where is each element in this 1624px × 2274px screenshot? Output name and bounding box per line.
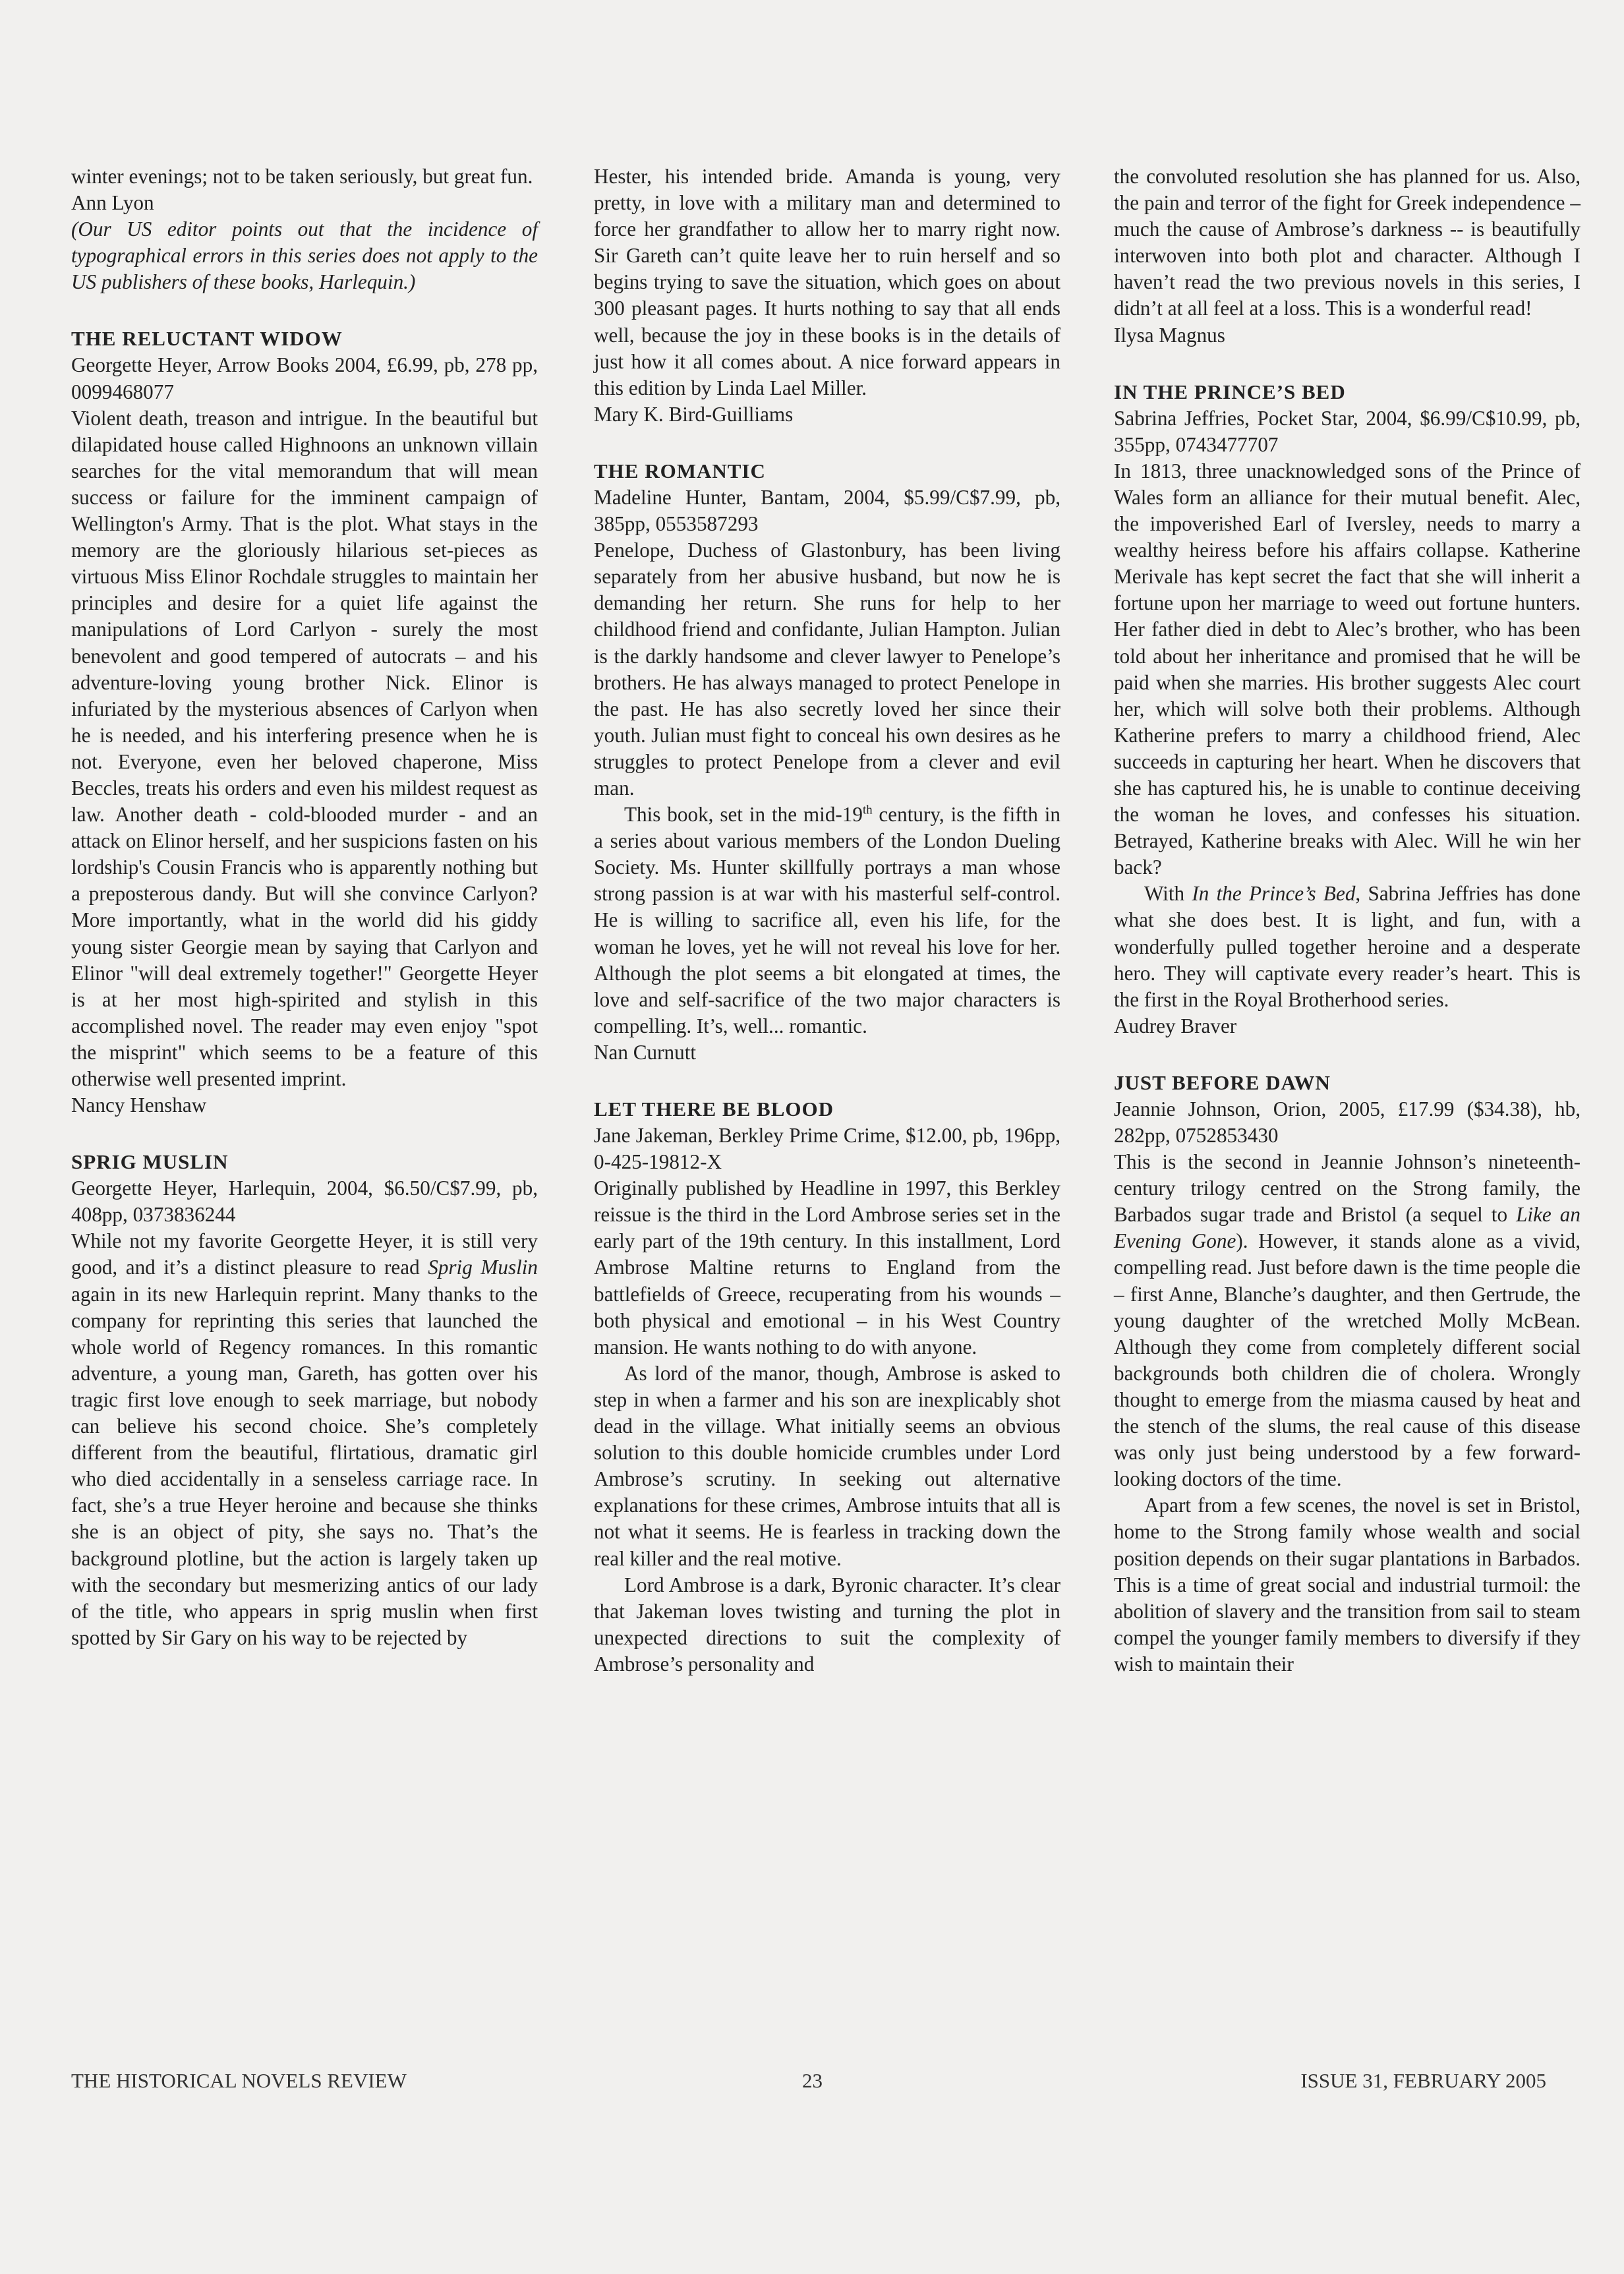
review-text: This book, set in the mid-19th century, is the fifth in a series about various members of the London Dueling Society. Ms. Hunter skillfully portrays a man whose strong passion is at war with his masterful self-control. He is willing to sacrifice all, even his life, for the woman he loves, yet he will not reveal his love for her. Although the plot seems a bit elongated at times, the love and self-sacrifice of the two major characters is compelling. It’s, well... romantic. [594, 803, 1060, 1037]
reviewer-name: Ilysa Magnus [1114, 323, 1225, 347]
editor-note: (Our US editor points out that the incidence of typographical errors in this series does not apply to the US publishers of these books, Harlequin.) [71, 218, 538, 294]
column-3 [1114, 163, 1580, 1677]
review-title: IN THE PRINCE’S BED [1114, 380, 1346, 403]
reviewer-name: Nan Curnutt [594, 1040, 697, 1064]
book-details: Georgette Heyer, Arrow Books 2004, £6.99, pb, 278 pp, 0099468077 [71, 353, 538, 403]
review-title: LET THERE BE BLOOD [594, 1097, 834, 1121]
issue-info: ISSUE 31, FEBRUARY 2005 [1300, 2069, 1546, 2092]
review-text: Violent death, treason and intrigue. In the beautiful but dilapidated house called Highnoons an unknown villain searches for the vital memorandum that will mean success or failure for the imminent campaign of Wellington's Army. That is the plot. What stays in the memory are the gloriously hilarious set-pieces as virtuous Miss Elinor Rochdale struggles to maintain her principles and desire for a quiet life against the manipulations of Lord Carlyon - surely the most benevolent and good tempered of autocrats – and his adventure-loving young brother Nick. Elinor is infuriated by the mysterious absences of Carlyon when he is needed, and his interfering presence when he is not. Everyone, even her beloved chaperone, Miss Beccles, treats his orders and even his mildest request as law. Another death - cold-blooded murder - and an attack on Elinor herself, and her suspicions fasten on his lordship's Cousin Francis who is apparently nothing but a preposterous dandy. But will she convince Carlyon? More importantly, what in the world did his giddy young sister Georgie mean by saying that Carlyon and Elinor "will deal extremely together!" Georgette Heyer is at her most high-spirited and stylish in this accomplished novel. The reader may even enjoy "spot the misprint" which seems to be a feature of this otherwise well presented imprint. [71, 406, 538, 1090]
publication-name: THE HISTORICAL NOVELS REVIEW [71, 2069, 407, 2092]
reviewer-name: Mary K. Bird-Guilliams [594, 402, 794, 426]
review-text: the convoluted resolution she has planned for us. Also, the pain and terror of the fight for Greek independence – much the cause of Ambrose’s darkness -- is beautifully interwoven into both plot and character. Although I haven’t read the two previous novels in this series, I didn’t at all feel at a loss. This is a wonderful read! [1114, 165, 1580, 320]
review-text: Apart from a few scenes, the novel is set in Bristol, home to the Strong family whose wealth and social position depends on their sugar plantations in Barbados. This is a time of great social and industrial turmoil: the abolition of slavery and the transition from sail to steam compel the younger family members to diversify if they wish to maintain their [1114, 1494, 1580, 1676]
review-text: Hester, his intended bride. Amanda is young, very pretty, in love with a military man and determined to force her grandfather to allow her to marry right now. Sir Gareth can’t quite leave her to ruin herself and so begins trying to save the situation, which goes on about 300 pleasant pages. It hurts nothing to say that all ends well, because the joy in these books is in the details of just how it all comes about. A nice forward appears in this edition by Linda Lael Miller. [594, 165, 1060, 399]
review-text: While not my favorite Georgette Heyer, it is still very good, and it’s a distinct pleasure to read Sprig Muslin again in its new Harlequin reprint. Many thanks to the company for reprinting this series that launched the whole world of Regency romances. In this romantic adventure, a young man, Gareth, has gotten over his tragic first love enough to seek marriage, but nobody can believe his second choice. She’s completely different from the beautiful, flirtatious, dramatic girl who died accidentally in a senseless carriage race. In fact, she’s a true Heyer heroine and because she thinks she is an object of pity, she says no. That’s the background plotline, but the action is largely taken up with the secondary but mesmerizing antics of our lady of the title, who appears in sprig muslin when first spotted by Sir Gary on his way to be rejected by [71, 1229, 538, 1649]
review-text: Originally published by Headline in 1997, this Berkley reissue is the third in the Lord Ambrose series set in the early part of the 19th century. In this installment, Lord Ambrose Maltine returns to England from the battlefields of Greece, recuperating from his wounds – both physical and emotional – in his West Country mansion. He wants nothing to do with anyone. [594, 1177, 1060, 1358]
review-title: JUST BEFORE DAWN [1114, 1070, 1331, 1094]
book-details: Madeline Hunter, Bantam, 2004, $5.99/C$7.99, pb, 385pp, 0553587293 [594, 485, 1060, 536]
review-text: With In the Prince’s Bed, Sabrina Jeffries has done what she does best. It is light, and fun, with a wonderfully pulled together heroine and a desperate hero. They will captivate every reader’s heart. This is the first in the Royal Brotherhood series. [1114, 882, 1580, 1011]
book-details: Jeannie Johnson, Orion, 2005, £17.99 ($34.38), hb, 282pp, 0752853430 [1114, 1097, 1580, 1147]
paragraph: winter evenings; not to be taken seriously, but great fun. [71, 165, 533, 188]
review-text: Lord Ambrose is a dark, Byronic character. It’s clear that Jakeman loves twisting and turning the plot in unexpected directions to suit the complexity of Ambrose’s personality and [594, 1573, 1060, 1676]
review-title: SPRIG MUSLIN [71, 1150, 229, 1174]
reviewer-name: Ann Lyon [71, 191, 154, 215]
review-title: THE RELUCTANT WIDOW [71, 327, 343, 351]
reviewer-name: Audrey Braver [1114, 1014, 1237, 1037]
book-details: Georgette Heyer, Harlequin, 2004, $6.50/C$7.99, pb, 408pp, 0373836244 [71, 1177, 538, 1227]
book-details: Jane Jakeman, Berkley Prime Crime, $12.00, pb, 196pp, 0-425-19812-X [594, 1124, 1060, 1174]
page-footer [71, 2066, 1546, 2095]
column-2 [594, 163, 1060, 1677]
column-1 [71, 163, 538, 1651]
review-text: In 1813, three unacknowledged sons of the Prince of Wales form an alliance for their mutual benefit. Alec, the impoverished Earl of Iversley, needs to marry a wealthy heiress before his affairs collapse. Katherine Merivale has kept secret the fact that she will inherit a fortune upon her marriage to weed out fortune hunters. Her father died in debt to Alec’s brother, who has been told about her inheritance and promised that he will be paid when she marries. His brother suggests Alec court her, which will solve both their problems. Although Katherine prefers to marry a childhood friend, Alec succeeds in capturing her heart. When he discovers that she has captured his, he is unable to continue deceiving the woman he loves, and confesses his situation. Betrayed, Katherine breaks with Alec. Will he win her back? [1114, 459, 1580, 879]
review-text: As lord of the manor, though, Ambrose is asked to step in when a farmer and his son are inexplicably shot dead in the village. What initially seems an obvious solution to this double homicide crumbles under Lord Ambrose’s scrutiny. In seeking out alternative explanations for these crimes, Ambrose intuits that all is not what it seems. He is fearless in tracking down the real killer and the real motive. [594, 1361, 1060, 1570]
book-details: Sabrina Jeffries, Pocket Star, 2004, $6.99/C$10.99, pb, 355pp, 0743477707 [1114, 406, 1580, 456]
review-title: THE ROMANTIC [594, 459, 766, 482]
reviewer-name: Nancy Henshaw [71, 1093, 207, 1117]
review-text: This is the second in Jeannie Johnson’s nineteenth-century trilogy centred on the Strong family, the Barbados sugar trade and Bristol (a sequel to Like an Evening Gone). However, it stands alone as a vivid, compelling read. Just before dawn is the time people die – first Anne, Blanche’s daughter, and then Gertrude, the young daughter of the wretched Molly McBean. Although they come from completely different social backgrounds both children die of cholera. Wrongly thought to emerge from the miasma caused by heat and the stench of the slums, the real cause of this disease was only just being understood by a few forward-looking doctors of the time. [1114, 1150, 1581, 1491]
review-text: Penelope, Duchess of Glastonbury, has been living separately from her abusive husband, but now he is demanding her return. She runs for help to her childhood friend and confidante, Julian Hampton. Julian is the darkly handsome and clever lawyer to Penelope’s brothers. He has always managed to protect Penelope in the past. He has also secretly loved her since their youth. Julian must fight to conceal his own desires as he struggles to protect Penelope from a clever and evil man. [594, 539, 1060, 800]
page-number: 23 [802, 2069, 823, 2092]
